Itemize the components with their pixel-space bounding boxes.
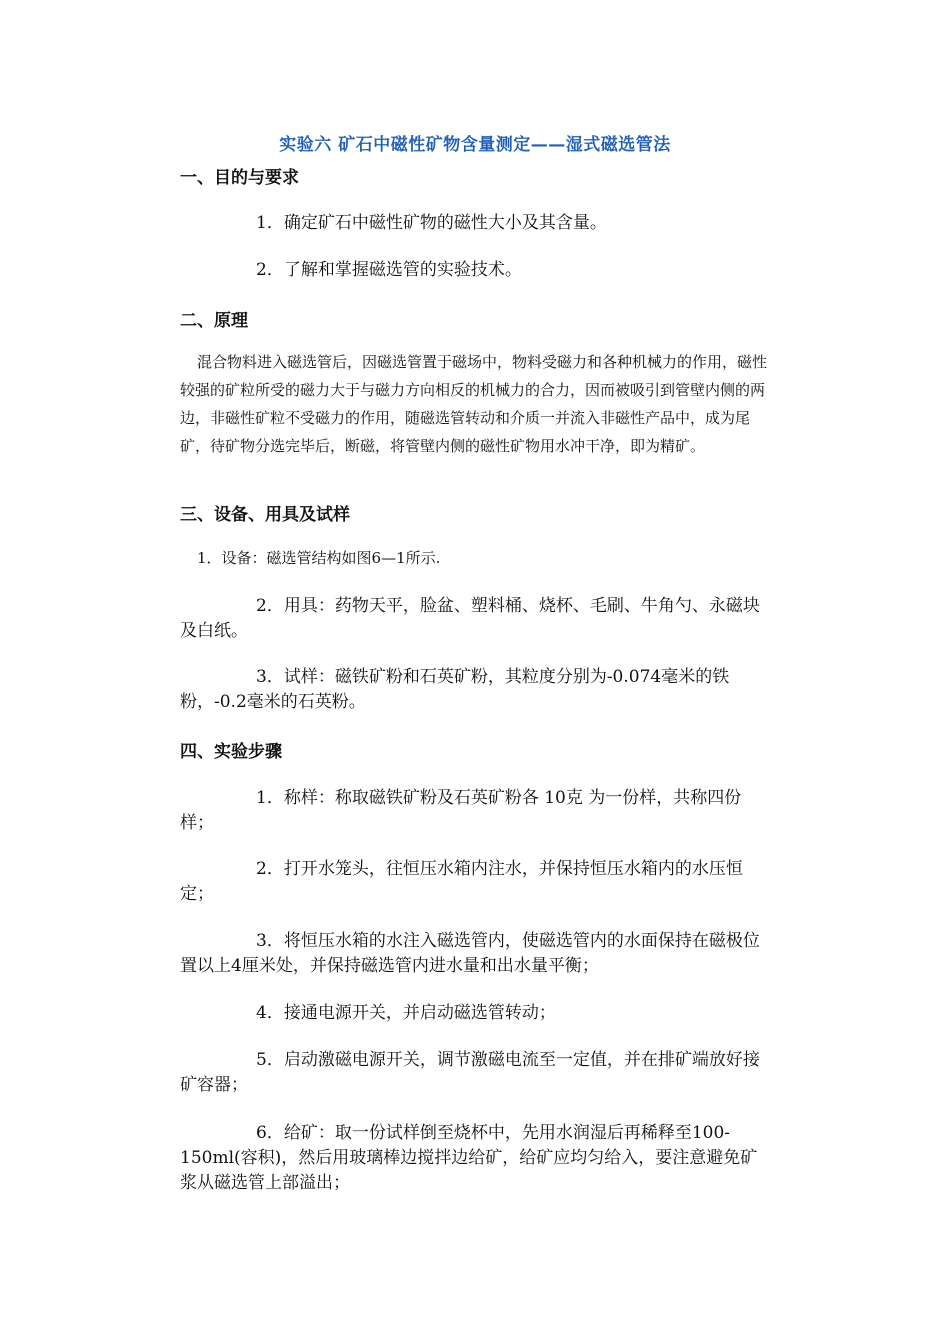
section-heading-steps: 四、实验步骤 (180, 742, 282, 762)
list-item: 5．启动激磁电源开关，调节激磁电流至一定值，并在排矿端放好接矿容器； (180, 1050, 760, 1095)
section-heading-principle: 二、原理 (180, 311, 248, 331)
list-item: 2．打开水笼头，往恒压水箱内注水，并保持恒压水箱内的水压恒定； (180, 859, 743, 904)
list-item: 1．设备：磁选管结构如图6—1所示. (197, 549, 441, 567)
section-heading-equipment: 三、设备、用具及试样 (180, 505, 350, 525)
list-item: 4．接通电源开关，并启动磁选管转动； (256, 1003, 556, 1023)
list-item: 6．给矿：取一份试样倒至烧杯中，先用水润湿后再稀释至100-150ml(容积)，然后用玻璃棒边搅拌边给矿，给矿应均匀给入，要注意避免矿浆从磁选管上部溢出； (180, 1123, 758, 1193)
principle-paragraph: 混合物料进入磁选管后，因磁选管置于磁场中，物料受磁力和各种机械力的作用，磁性较强的矿粒所受的磁力大于与磁力方向相反的机械力的合力，因而被吸引到管壁内侧的两边，非磁性矿粒不受磁力的作用，随磁选管转动和介质一并流入非磁性产品中，成为尾矿，待矿物分选完毕后，断磁，将管壁内侧的磁性矿物用水冲干净，即为精矿。 (180, 353, 768, 455)
list-item: 3．试样：磁铁矿粉和石英矿粉，其粒度分别为-0.074毫米的铁粉，-0.2毫米的石英粉。 (180, 667, 730, 712)
list-item: 1．确定矿石中磁性矿物的磁性大小及其含量。 (256, 213, 607, 233)
list-item: 2．用具：药物天平，脸盆、塑料桶、烧杯、毛刷、牛角勺、永磁块及白纸。 (180, 596, 760, 641)
document-title: 实验六 矿石中磁性矿物含量测定——湿式磁选管法 (279, 135, 671, 155)
section-heading-purpose: 一、目的与要求 (180, 168, 299, 188)
list-item: 3．将恒压水箱的水注入磁选管内，使磁选管内的水面保持在磁极位置以上4厘米处，并保持磁选管内进水量和出水量平衡； (180, 931, 760, 976)
list-item: 2．了解和掌握磁选管的实验技术。 (256, 260, 522, 280)
list-item: 1．称样：称取磁铁矿粉及石英矿粉各 10克 为一份样，共称四份样； (180, 788, 742, 833)
